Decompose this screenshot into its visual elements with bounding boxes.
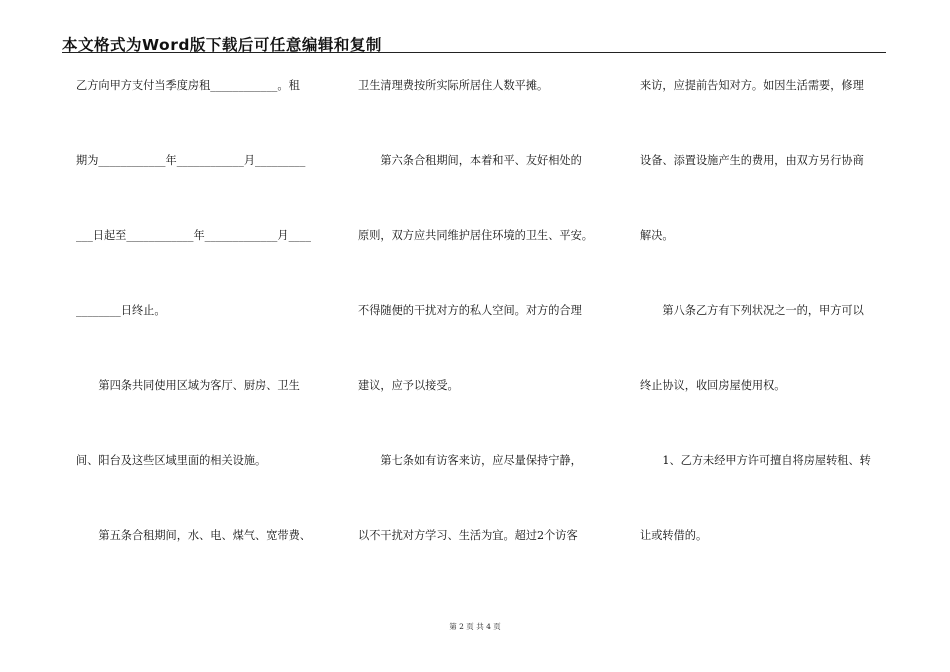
text-line: 建议，应予以接受。 xyxy=(358,379,459,392)
page-indicator: 第 2 页 共 4 页 xyxy=(449,622,501,631)
text-column-1 xyxy=(76,80,324,605)
text-line: 期为____________年____________月_________ xyxy=(76,154,306,167)
document-header-title: 本文格式为Word版下载后可任意编辑和复制 xyxy=(62,36,382,54)
text-line: ________日终止。 xyxy=(76,304,166,317)
text-line: 解决。 xyxy=(640,229,674,242)
header-divider xyxy=(62,52,886,53)
text-line: 以不干扰对方学习、生活为宜。超过2个访客 xyxy=(358,529,578,542)
text-line: 第八条乙方有下列状况之一的，甲方可以 xyxy=(640,304,864,317)
text-line: 1、乙方未经甲方许可擅自将房屋转租、转 xyxy=(640,454,871,467)
text-line: 设备、添置设施产生的费用，由双方另行协商 xyxy=(640,154,864,167)
text-line: 第四条共同使用区域为客厅、厨房、卫生 xyxy=(76,379,300,392)
text-line: 来访，应提前告知对方。如因生活需要，修理 xyxy=(640,79,864,92)
text-line: 终止协议，收回房屋使用权。 xyxy=(640,379,786,392)
text-line: 不得随便的干扰对方的私人空间。对方的合理 xyxy=(358,304,582,317)
text-line: 卫生清理费按所实际所居住人数平摊。 xyxy=(358,79,549,92)
text-column-3 xyxy=(640,80,888,605)
text-line: 第五条合租期间，水、电、煤气、宽带费、 xyxy=(76,529,311,542)
text-line: 间、阳台及这些区域里面的相关设施。 xyxy=(76,454,267,467)
text-line: 第七条如有访客来访，应尽量保持宁静， xyxy=(358,454,582,467)
text-line: 乙方向甲方支付当季度房租____________。租 xyxy=(76,79,300,92)
text-column-2 xyxy=(358,80,606,605)
text-line: 让或转借的。 xyxy=(640,529,708,542)
text-line: 原则，双方应共同维护居住环境的卫生、平安。 xyxy=(358,229,593,242)
text-line: ___日起至____________年_____________月____ xyxy=(76,229,311,242)
text-line: 第六条合租期间，本着和平、友好相处的 xyxy=(358,154,582,167)
